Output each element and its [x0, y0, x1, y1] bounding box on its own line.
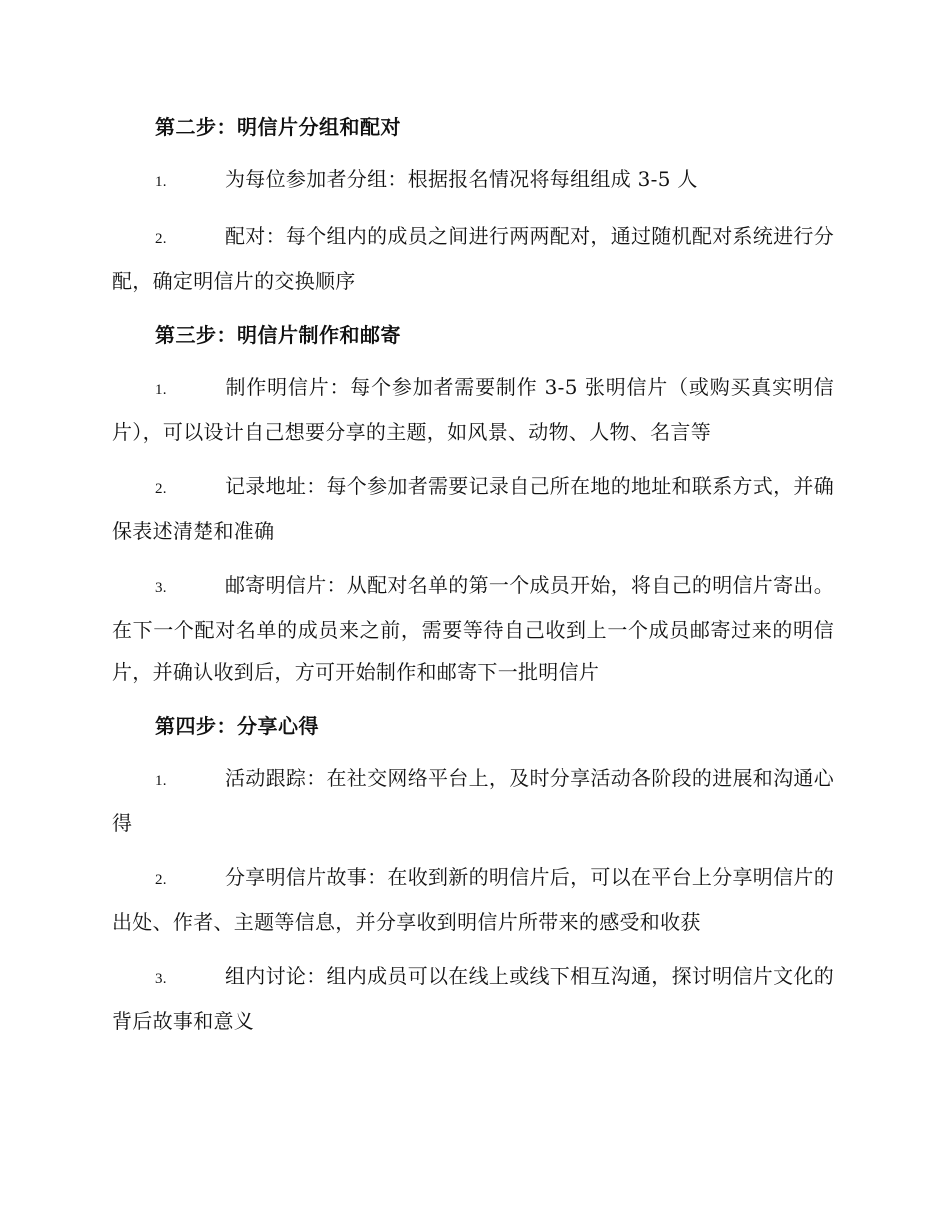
section-step-three: [112, 314, 834, 693]
item-text: 为每位参加者分组：根据报名情况将每组组成 3-5 人: [225, 167, 698, 191]
list-item: [112, 465, 834, 552]
item-text: 制作明信片：每个参加者需要制作 3-5 张明信片（或购买真实明信片），可以设计自己想要分享的主题，如风景、动物、人物、名言等: [112, 375, 834, 444]
item-number: 3.: [155, 971, 167, 987]
section-step-four: [112, 705, 834, 1042]
list-item: [112, 757, 834, 844]
list-item: [112, 856, 834, 943]
item-number: 2.: [155, 231, 167, 247]
list-item: [112, 158, 834, 203]
list-item: [112, 955, 834, 1042]
item-number: 1.: [155, 382, 167, 398]
document-page: [112, 106, 834, 1054]
item-number: 2.: [155, 481, 167, 497]
section-heading: 第四步：分享心得: [155, 714, 319, 738]
item-text: 组内讨论：组内成员可以在线上或线下相互沟通，探讨明信片文化的背后故事和意义: [112, 964, 834, 1033]
item-text: 配对：每个组内的成员之间进行两两配对，通过随机配对系统进行分配，确定明信片的交换顺序: [112, 224, 834, 293]
section-heading: 第三步：明信片制作和邮寄: [155, 323, 401, 347]
item-text: 分享明信片故事：在收到新的明信片后，可以在平台上分享明信片的出处、作者、主题等信息，并分享收到明信片所带来的感受和收获: [112, 865, 834, 934]
item-number: 2.: [155, 872, 167, 888]
section-step-two: [112, 106, 834, 302]
item-text: 邮寄明信片：从配对名单的第一个成员开始，将自己的明信片寄出。在下一个配对名单的成员来之前，需要等待自己收到上一个成员邮寄过来的明信片，并确认收到后，方可开始制作和邮寄下一批明信片: [112, 573, 834, 684]
list-item: [112, 564, 834, 693]
item-number: 1.: [155, 174, 167, 190]
list-item: [112, 366, 834, 453]
item-number: 3.: [155, 580, 167, 596]
item-text: 活动跟踪：在社交网络平台上，及时分享活动各阶段的进展和沟通心得: [112, 766, 834, 835]
section-heading: 第二步：明信片分组和配对: [155, 115, 401, 139]
item-number: 1.: [155, 773, 167, 789]
list-item: [112, 215, 834, 302]
item-text: 记录地址：每个参加者需要记录自己所在地的地址和联系方式，并确保表述清楚和准确: [112, 474, 834, 543]
